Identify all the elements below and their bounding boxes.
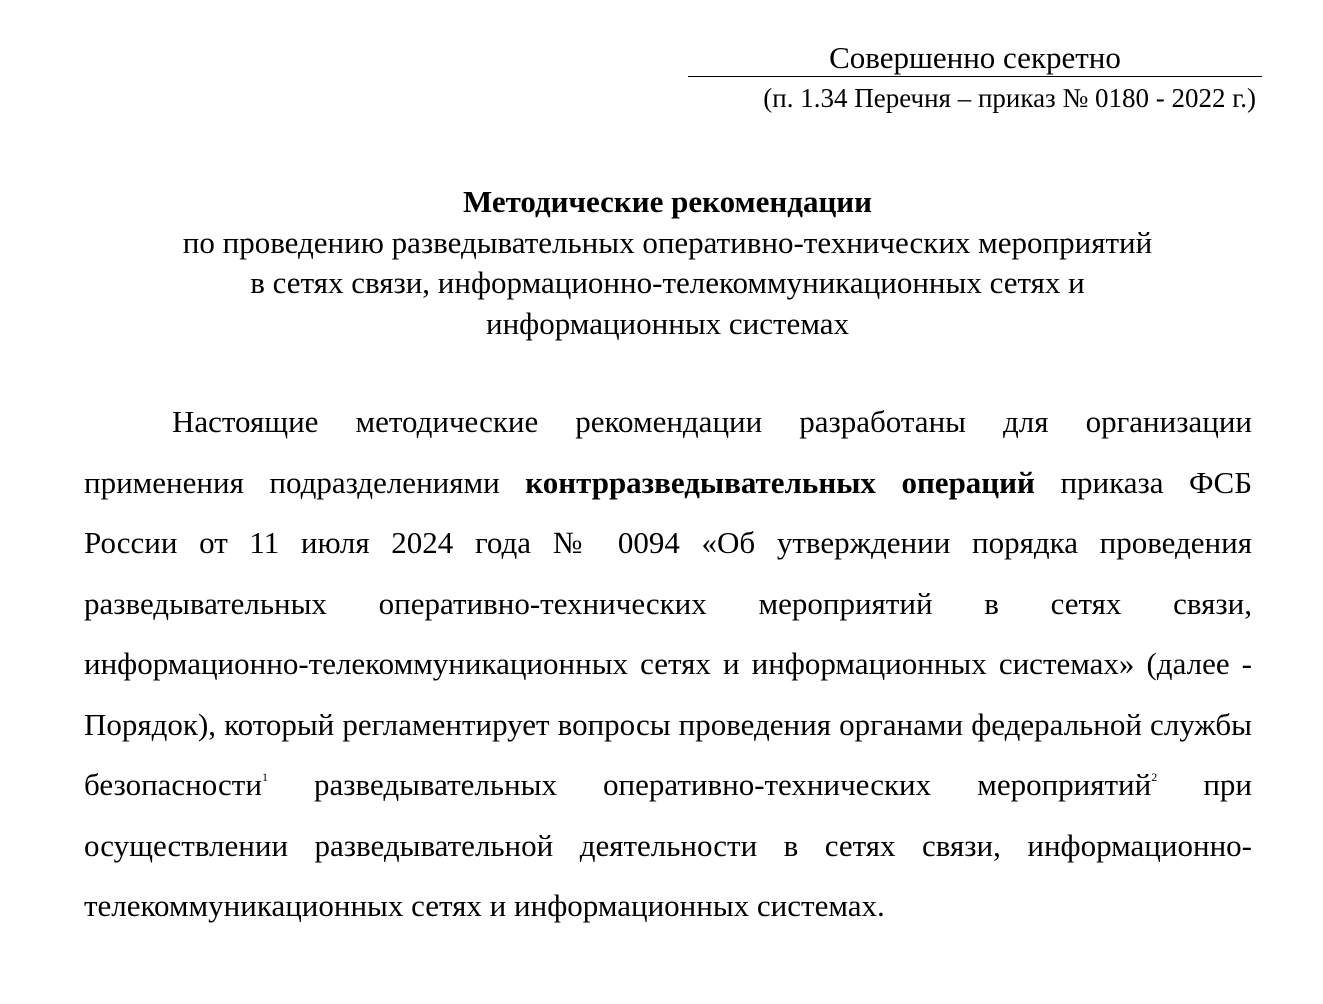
paragraph-text-part-1: Настоящие методические рекомендации разработаны для организации применения подразделениями: [84, 404, 1252, 500]
paragraph-bold-term: контрразведывательных операций: [525, 464, 1035, 500]
paragraph-text-part-3: разведывательных оперативно-технических мероприятий: [314, 767, 1152, 802]
paragraph-text-part-2: приказа ФСБ России от 11 июля 2024 года № 0094 «Об утверждении порядка проведения разведывательных оперативно-технических мероприятий в сетях связи, информационно-телекоммуникационных сетях и информационных системах» (далее - Порядок), который регламентирует вопросы проведения органами федеральной службы безопасности: [84, 464, 1253, 802]
title-line-1: по проведению разведывательных оперативно-технических мероприятий: [182, 224, 1153, 260]
title-line-2: в сетях связи, информационно-телекоммуникационных сетях и: [250, 265, 1085, 300]
document-title: [60, 182, 1275, 344]
footnote-ref-1: 1: [261, 770, 268, 784]
footnote-ref-2: 2: [1151, 770, 1158, 784]
body-paragraph: [84, 392, 1252, 937]
title-main: Методические рекомендации: [462, 184, 873, 219]
paragraph-text-part-4: при осуществлении разведывательной деятельности в сетях связи, информационно-телекоммуникационных сетях и информационных системах.: [84, 767, 1253, 923]
classification-stamp: Совершенно секретно: [688, 40, 1262, 77]
title-line-3: информационных системах: [486, 305, 849, 341]
classification-reference: (п. 1.34 Перечня – приказ № 0180 - 2022 г.): [763, 83, 1256, 113]
